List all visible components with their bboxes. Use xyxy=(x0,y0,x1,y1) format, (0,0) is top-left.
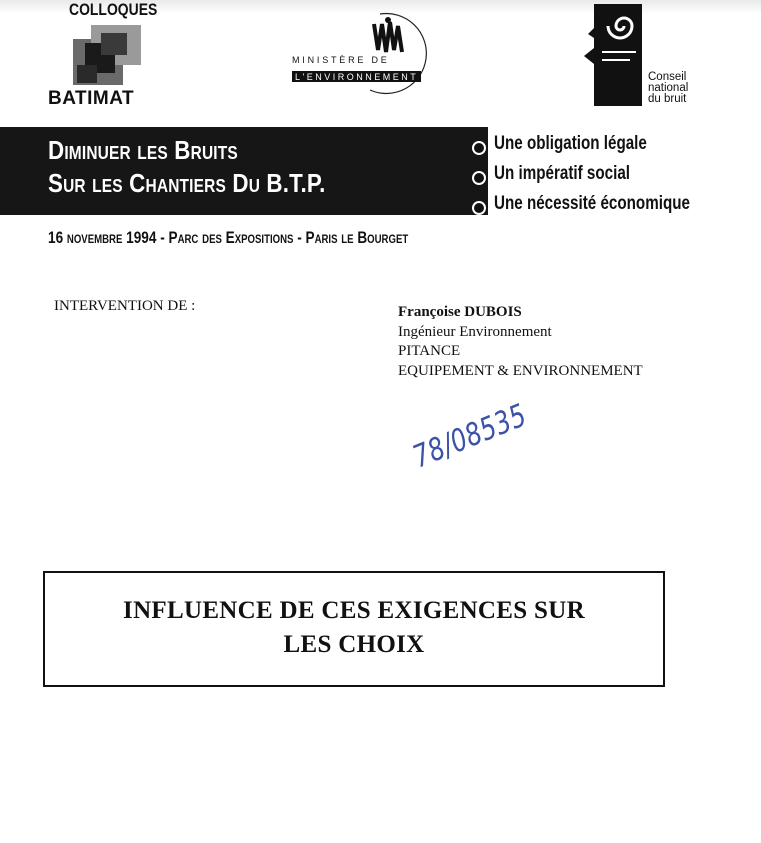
cnb-line-2: national xyxy=(648,82,689,94)
cnb-line-1: Conseil xyxy=(648,71,687,83)
document-title-line-2: LES CHOIX xyxy=(283,631,425,658)
document-title-line-1: INFLUENCE DE CES EXIGENCES SUR xyxy=(123,597,585,624)
banner-line-2: Sur les Chantiers Du B.T.P. xyxy=(48,168,326,198)
title-banner xyxy=(0,127,488,215)
bullet-text: Une obligation légale xyxy=(494,133,647,154)
bullet-dot-icon xyxy=(474,143,484,153)
conseil-bruit-logo-icon xyxy=(580,4,644,108)
colloques-label: COLLOQUES xyxy=(69,0,158,19)
ministere-line2: L'ENVIRONNEMENT xyxy=(292,71,421,82)
speaker-role: Ingénieur Environnement xyxy=(398,323,552,340)
bullet-dot-icon xyxy=(474,173,484,183)
cnb-line-3: du bruit xyxy=(648,93,687,105)
bullet-text: Une nécessité économique xyxy=(494,193,690,214)
batimat-logo-icon xyxy=(71,25,143,87)
intervention-label: INTERVENTION DE : xyxy=(54,298,196,314)
ministere-line1: MINISTÈRE DE xyxy=(292,55,390,65)
banner-line-1: Diminuer les Bruits xyxy=(48,135,238,165)
event-dateline: 16 novembre 1994 - Parc des Expositions - Paris le Bourget xyxy=(48,228,409,247)
document-title-box xyxy=(43,571,665,687)
speaker-name: Françoise DUBOIS xyxy=(398,304,522,320)
handwritten-reference: 78/08535 xyxy=(408,397,532,476)
batimat-label: BATIMAT xyxy=(48,88,135,109)
bullet-text: Un impératif social xyxy=(494,163,630,184)
conseil-bruit-label xyxy=(648,72,688,105)
speaker-company: PITANCE xyxy=(398,343,461,359)
speaker-division: EQUIPEMENT & ENVIRONNEMENT xyxy=(398,362,643,379)
speaker-block xyxy=(398,303,643,381)
bullet-dot-icon xyxy=(474,203,484,213)
ministere-logo-icon xyxy=(340,2,440,102)
